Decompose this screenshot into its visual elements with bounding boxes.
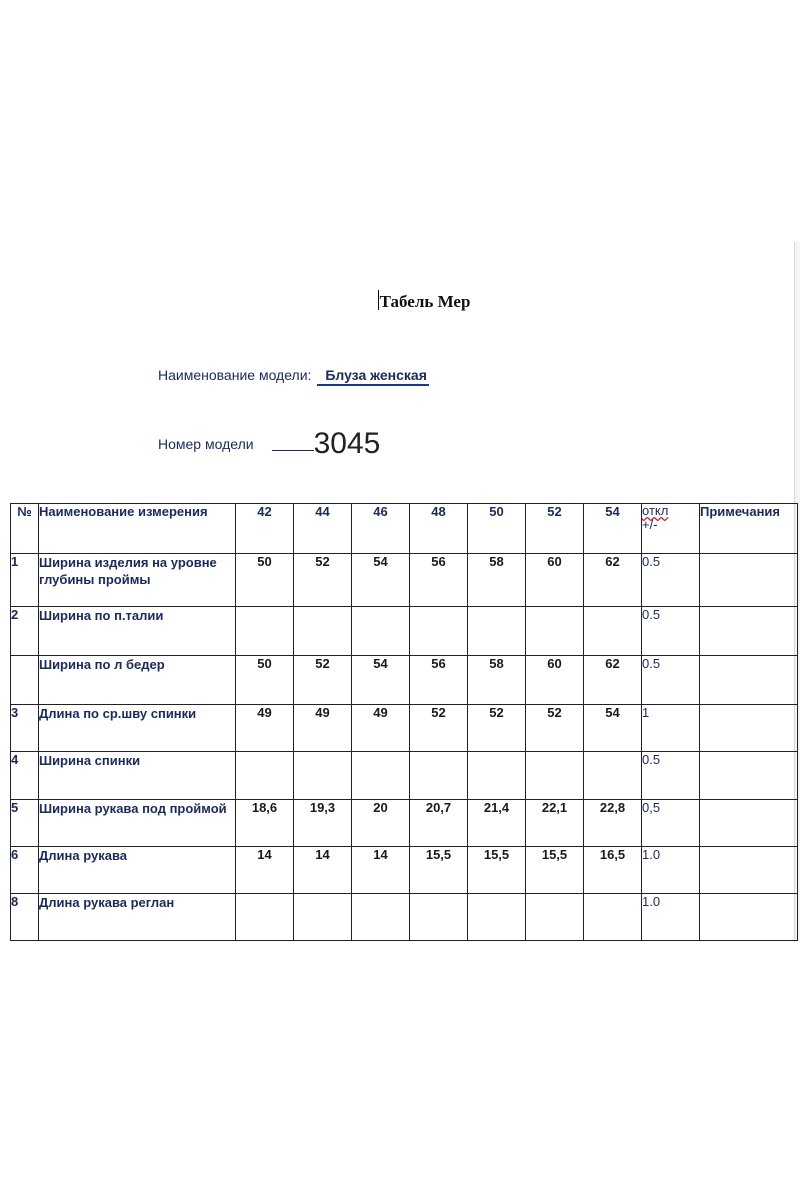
row-value	[294, 752, 352, 800]
row-value	[584, 752, 642, 800]
row-measurement-name: Ширина изделия на уровне глубины проймы	[39, 554, 236, 607]
row-value	[294, 607, 352, 656]
header-tolerance-line2: +/-	[642, 517, 658, 532]
row-value: 14	[294, 847, 352, 894]
row-value: 18,6	[236, 800, 294, 847]
row-number: 1	[11, 554, 39, 607]
model-number-value: 3045	[313, 427, 381, 460]
table-row	[11, 705, 798, 752]
row-value	[468, 894, 526, 941]
model-name-value: Блуза женская	[317, 367, 429, 386]
row-value	[410, 894, 468, 941]
row-measurement-name: Ширина по л бедер	[39, 656, 236, 705]
row-value: 52	[526, 705, 584, 752]
header-notes: Примечания	[700, 504, 798, 554]
row-value: 54	[584, 705, 642, 752]
row-measurement-name: Длина по ср.шву спинки	[39, 705, 236, 752]
row-value: 21,4	[468, 800, 526, 847]
row-value: 14	[236, 847, 294, 894]
row-value: 50	[236, 554, 294, 607]
row-tolerance: 0,5	[642, 800, 700, 847]
row-measurement-name: Ширина рукава под проймой	[39, 800, 236, 847]
model-number-label: Номер модели	[158, 436, 254, 452]
row-number	[11, 656, 39, 705]
row-value	[584, 607, 642, 656]
row-value: 49	[236, 705, 294, 752]
row-value: 62	[584, 554, 642, 607]
row-value: 14	[352, 847, 410, 894]
row-notes	[700, 607, 798, 656]
row-value	[468, 607, 526, 656]
row-value: 52	[410, 705, 468, 752]
table-row	[11, 656, 798, 705]
table-row	[11, 800, 798, 847]
row-value: 52	[468, 705, 526, 752]
row-number: 3	[11, 705, 39, 752]
table-row	[11, 894, 798, 941]
row-measurement-name: Длина рукава	[39, 847, 236, 894]
header-number: №	[11, 504, 39, 554]
row-value: 52	[294, 656, 352, 705]
row-value: 60	[526, 554, 584, 607]
row-value: 20,7	[410, 800, 468, 847]
row-value: 54	[352, 656, 410, 705]
table-header-row	[11, 504, 798, 554]
header-size: 46	[352, 504, 410, 554]
row-value	[584, 894, 642, 941]
row-notes	[700, 800, 798, 847]
row-measurement-name: Длина рукава реглан	[39, 894, 236, 941]
measurements-table	[10, 503, 798, 941]
row-measurement-name: Ширина спинки	[39, 752, 236, 800]
row-tolerance: 1.0	[642, 894, 700, 941]
row-value: 56	[410, 656, 468, 705]
table-row	[11, 607, 798, 656]
row-value: 60	[526, 656, 584, 705]
model-name-label: Наименование модели:	[158, 367, 312, 383]
header-size: 44	[294, 504, 352, 554]
title-text: Табель Мер	[379, 292, 471, 311]
row-value: 16,5	[584, 847, 642, 894]
row-notes	[700, 656, 798, 705]
table-row	[11, 847, 798, 894]
row-value	[236, 894, 294, 941]
row-value	[410, 607, 468, 656]
row-value	[294, 894, 352, 941]
model-name-line	[158, 367, 429, 383]
row-value: 49	[352, 705, 410, 752]
row-value: 58	[468, 656, 526, 705]
row-value	[236, 752, 294, 800]
row-value	[526, 752, 584, 800]
header-size: 48	[410, 504, 468, 554]
row-number: 4	[11, 752, 39, 800]
row-value	[352, 607, 410, 656]
row-notes	[700, 847, 798, 894]
row-value: 22,8	[584, 800, 642, 847]
document-title	[0, 290, 800, 312]
row-value: 54	[352, 554, 410, 607]
row-value: 19,3	[294, 800, 352, 847]
row-number: 6	[11, 847, 39, 894]
model-number-underline	[272, 450, 314, 451]
row-number: 2	[11, 607, 39, 656]
header-measurement-name: Наименование измерения	[39, 504, 236, 554]
row-number: 8	[11, 894, 39, 941]
row-value	[410, 752, 468, 800]
row-tolerance: 1.0	[642, 847, 700, 894]
row-value: 15,5	[526, 847, 584, 894]
row-number: 5	[11, 800, 39, 847]
row-measurement-name: Ширина по п.талии	[39, 607, 236, 656]
row-tolerance: 0.5	[642, 554, 700, 607]
row-value: 56	[410, 554, 468, 607]
row-value: 58	[468, 554, 526, 607]
header-size: 42	[236, 504, 294, 554]
table-row	[11, 554, 798, 607]
row-notes	[700, 752, 798, 800]
row-value: 22,1	[526, 800, 584, 847]
row-value: 20	[352, 800, 410, 847]
header-size: 52	[526, 504, 584, 554]
row-value: 49	[294, 705, 352, 752]
row-value: 15,5	[410, 847, 468, 894]
row-value	[526, 607, 584, 656]
row-notes	[700, 705, 798, 752]
row-value: 52	[294, 554, 352, 607]
row-tolerance: 0.5	[642, 607, 700, 656]
row-value	[352, 752, 410, 800]
row-value: 62	[584, 656, 642, 705]
row-value	[236, 607, 294, 656]
header-tolerance	[642, 504, 700, 554]
model-number-line	[158, 427, 380, 461]
header-size: 54	[584, 504, 642, 554]
row-value	[352, 894, 410, 941]
row-value: 50	[236, 656, 294, 705]
table-row	[11, 752, 798, 800]
row-tolerance: 0.5	[642, 656, 700, 705]
row-notes	[700, 554, 798, 607]
text-cursor	[378, 290, 379, 310]
header-tolerance-line1: откл	[642, 503, 669, 518]
row-notes	[700, 894, 798, 941]
row-value	[468, 752, 526, 800]
row-tolerance: 1	[642, 705, 700, 752]
row-value	[526, 894, 584, 941]
row-value: 15,5	[468, 847, 526, 894]
row-tolerance: 0.5	[642, 752, 700, 800]
header-size: 50	[468, 504, 526, 554]
